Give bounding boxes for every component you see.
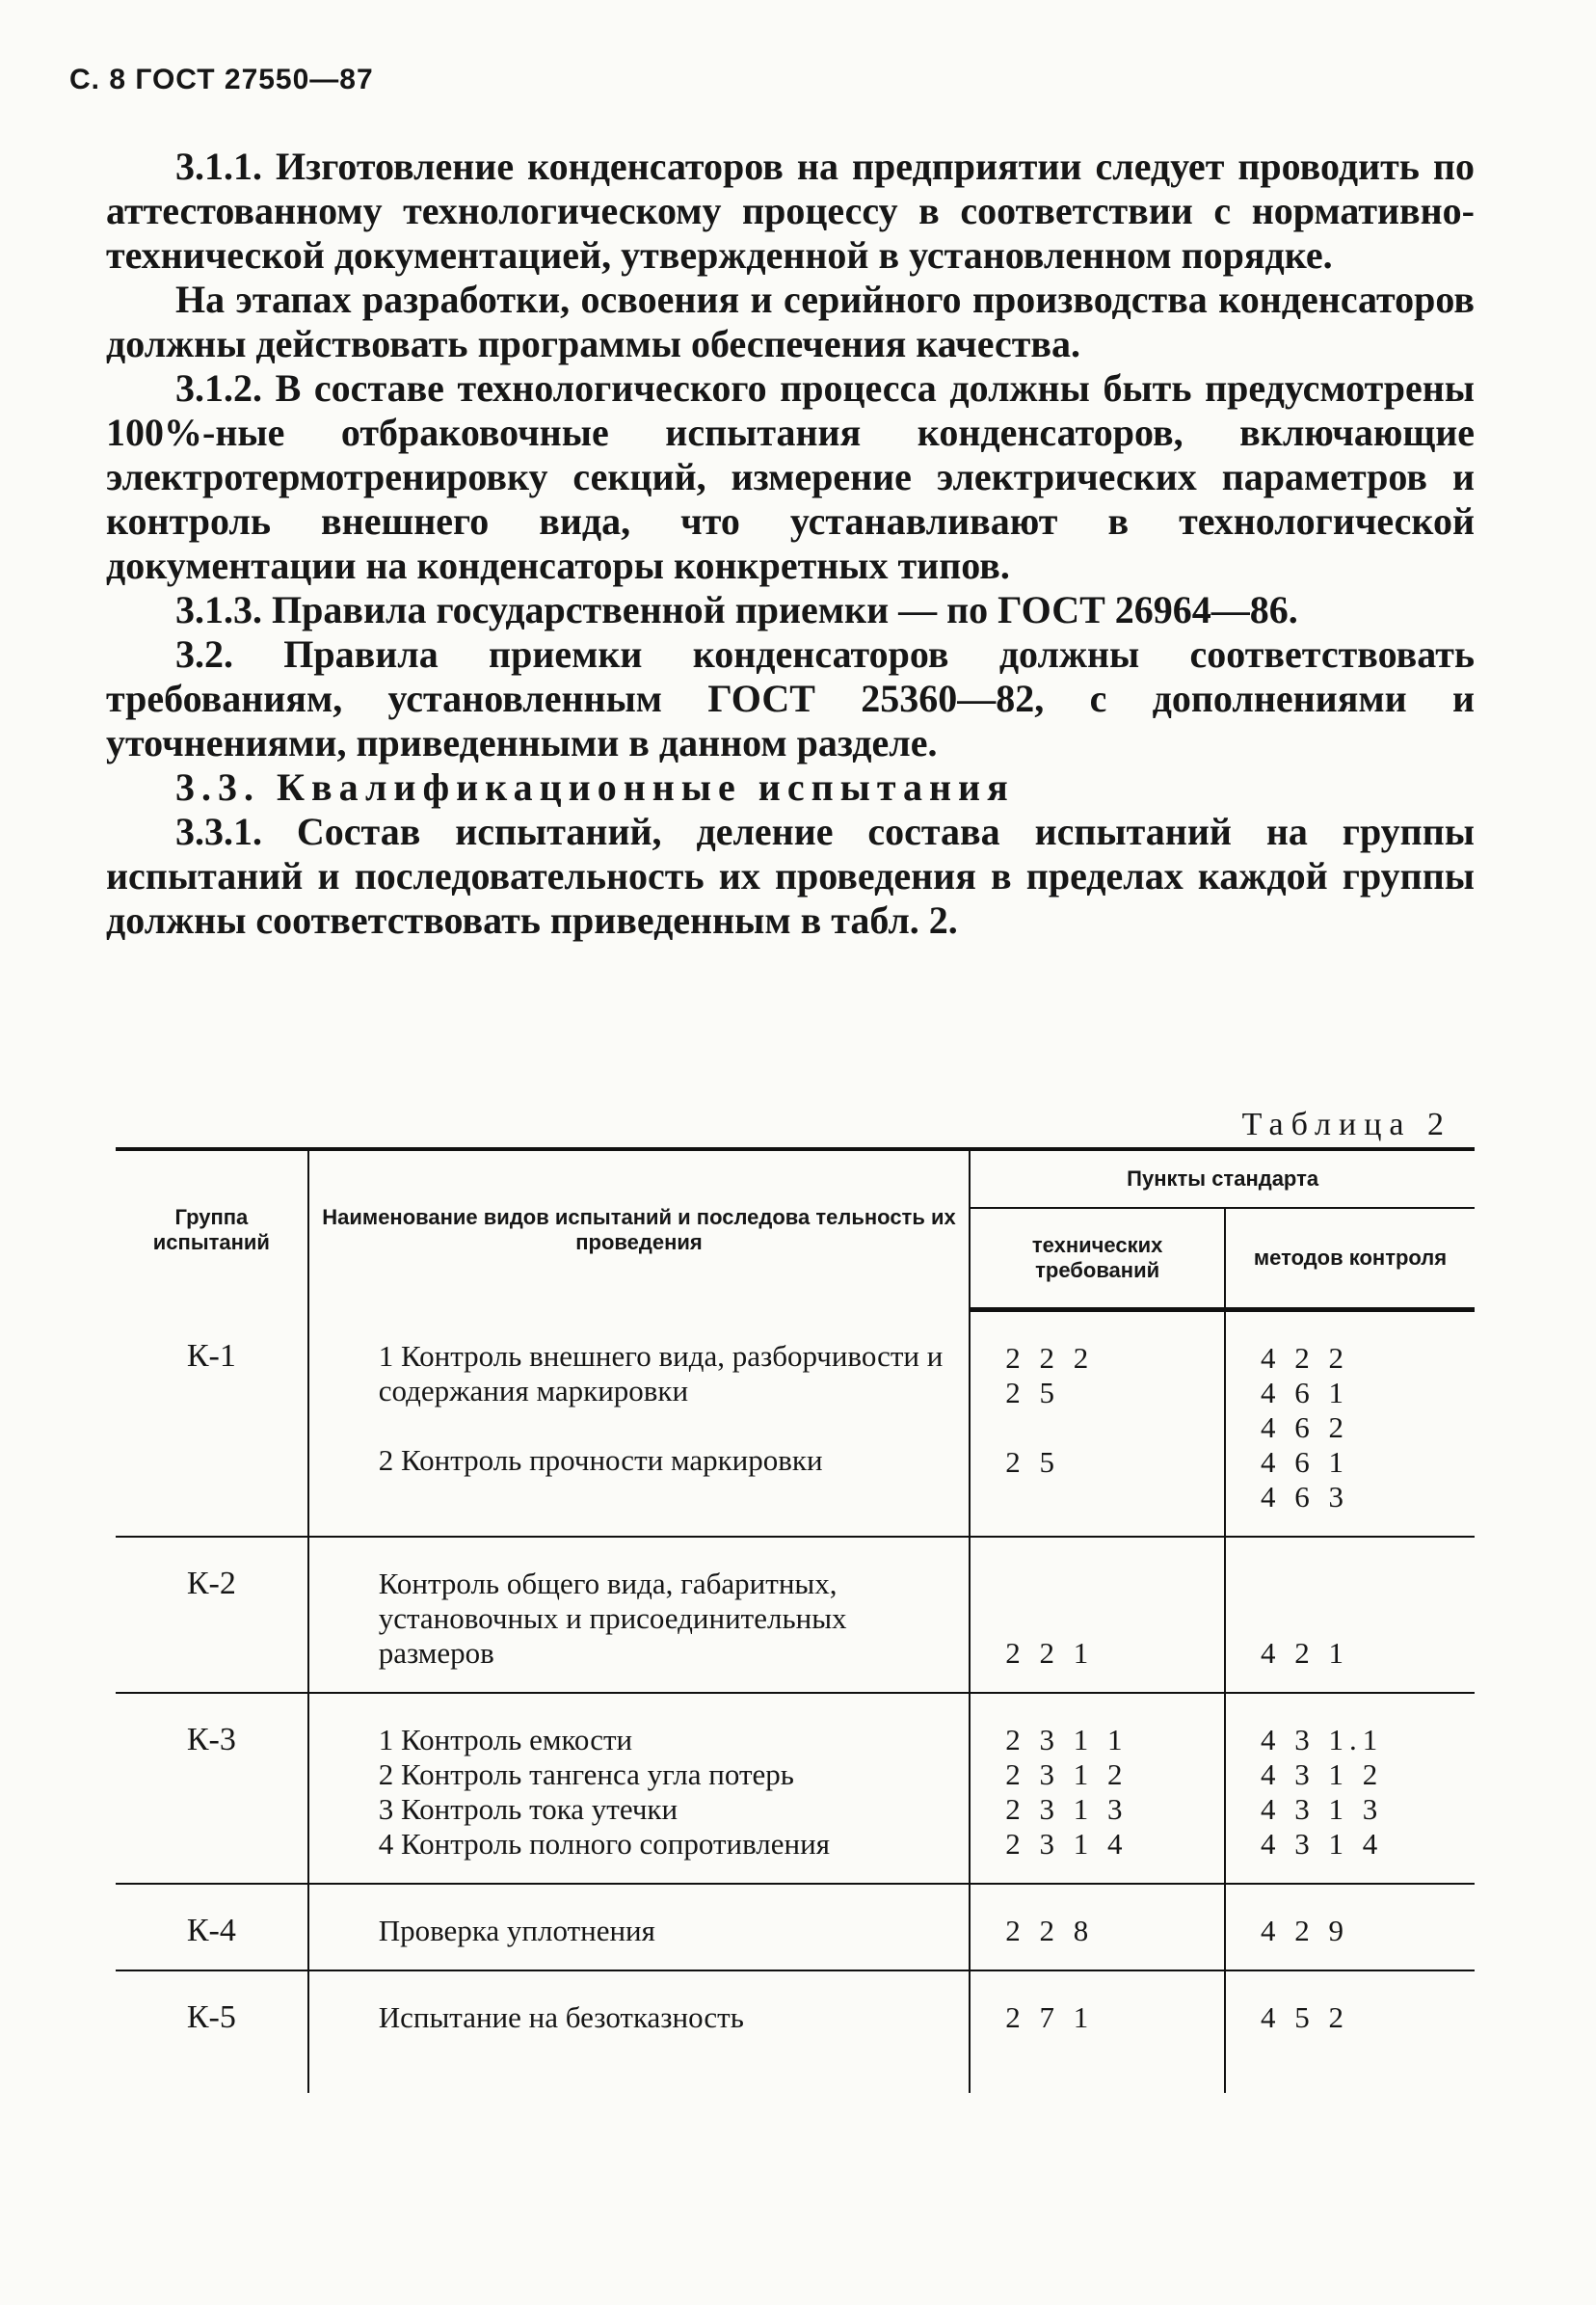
- group-cell: К-3: [116, 1693, 308, 1884]
- methods-cell: 4 2 1: [1225, 1537, 1475, 1693]
- table-row: [116, 1310, 1475, 1538]
- tech-cell: 2 3 1 1 2 3 1 2 2 3 1 3 2 3 1 4: [970, 1693, 1225, 1884]
- header-tech-requirements: технических требований: [970, 1208, 1225, 1310]
- name-cell: 1 Контроль емкости 2 Контроль тангенса угла потерь 3 Контроль тока утечки 4 Контроль полного сопротивления: [308, 1693, 971, 1884]
- name-cell: Контроль общего вида, габаритных, установочных и присоединительных размеров: [308, 1537, 971, 1693]
- page-header: С. 8 ГОСТ 27550—87: [69, 64, 374, 95]
- tech-cell: 2 7 1: [970, 1970, 1225, 2093]
- methods-cell: 4 2 2 4 6 1 4 6 2 4 6 1 4 6 3: [1225, 1310, 1475, 1538]
- paragraph-3-1-3: 3.1.3. Правила государственной приемки — по ГОСТ 26964—86.: [175, 588, 1298, 631]
- header-name: Наименование видов испытаний и последова тельность их проведения: [308, 1149, 971, 1310]
- methods-cell: 4 3 1.1 4 3 1 2 4 3 1 3 4 3 1 4: [1225, 1693, 1475, 1884]
- table-row: [116, 1970, 1475, 2093]
- tech-cell: 2 2 8: [970, 1884, 1225, 1970]
- table-row: [116, 1537, 1475, 1693]
- name-cell: Проверка уплотнения: [308, 1884, 971, 1970]
- header-control-methods: методов контроля: [1225, 1208, 1475, 1310]
- paragraph-3-1-1: 3.1.1. Изготовление конденсаторов на предприятии следует проводить по аттестованному технологическому процессу в соответствии с нормативно-технической документацией, утвержденной в установленном порядке.: [106, 145, 1475, 277]
- name-cell: 1 Контроль внешнего вида, разборчивости и содержания маркировки 2 Контроль прочности маркировки: [308, 1310, 971, 1538]
- paragraph-3-3-1: 3.3.1. Состав испытаний, деление состава испытаний на группы испытаний и последовательность их проведения в пределах каждой группы должны соответствовать приведенным в табл. 2.: [106, 810, 1475, 942]
- section-heading-3-3: 3.3. Квалификационные испытания: [175, 765, 1015, 809]
- paragraph-3-1-2: 3.1.2. В составе технологического процесса должны быть предусмотрены 100%-ные отбраковочные испытания конденсаторов, включающие электротермотренировку секций, измерение электрических параметров и контроль внешнего вида, что устанавливают в технологической документации на конденсаторы конкретных типов.: [106, 366, 1475, 587]
- tech-cell: 2 2 2 2 5 2 5: [970, 1310, 1225, 1538]
- group-cell: К-5: [186, 1999, 236, 2035]
- tech-cell: 2 2 1: [970, 1537, 1225, 1693]
- header-points: Пункты стандарта: [970, 1149, 1475, 1208]
- paragraph-quality-programs: На этапах разработки, освоения и серийного производства конденсаторов должны действовать программы обеспечения качества.: [106, 278, 1475, 365]
- group-cell: К-2: [116, 1537, 308, 1693]
- group-cell: К-4: [116, 1884, 308, 1970]
- paragraph-3-2: 3.2. Правила приемки конденсаторов должны соответствовать требованиям, установленным ГОСТ 25360—82, с дополнениями и уточнениями, приведенными в данном разделе.: [106, 632, 1475, 764]
- header-group: Группа испытаний: [116, 1149, 308, 1310]
- table-row: [116, 1693, 1475, 1884]
- name-cell: Испытание на безотказность: [308, 1970, 971, 2093]
- group-cell: К-1: [116, 1310, 308, 1538]
- methods-cell: 4 2 9: [1225, 1884, 1475, 1970]
- table-row: [116, 1884, 1475, 1970]
- body-text: [106, 145, 1475, 943]
- table-caption: Таблица 2: [1241, 1107, 1451, 1142]
- methods-cell: 4 5 2: [1225, 1970, 1475, 2093]
- tests-table: [116, 1147, 1475, 2093]
